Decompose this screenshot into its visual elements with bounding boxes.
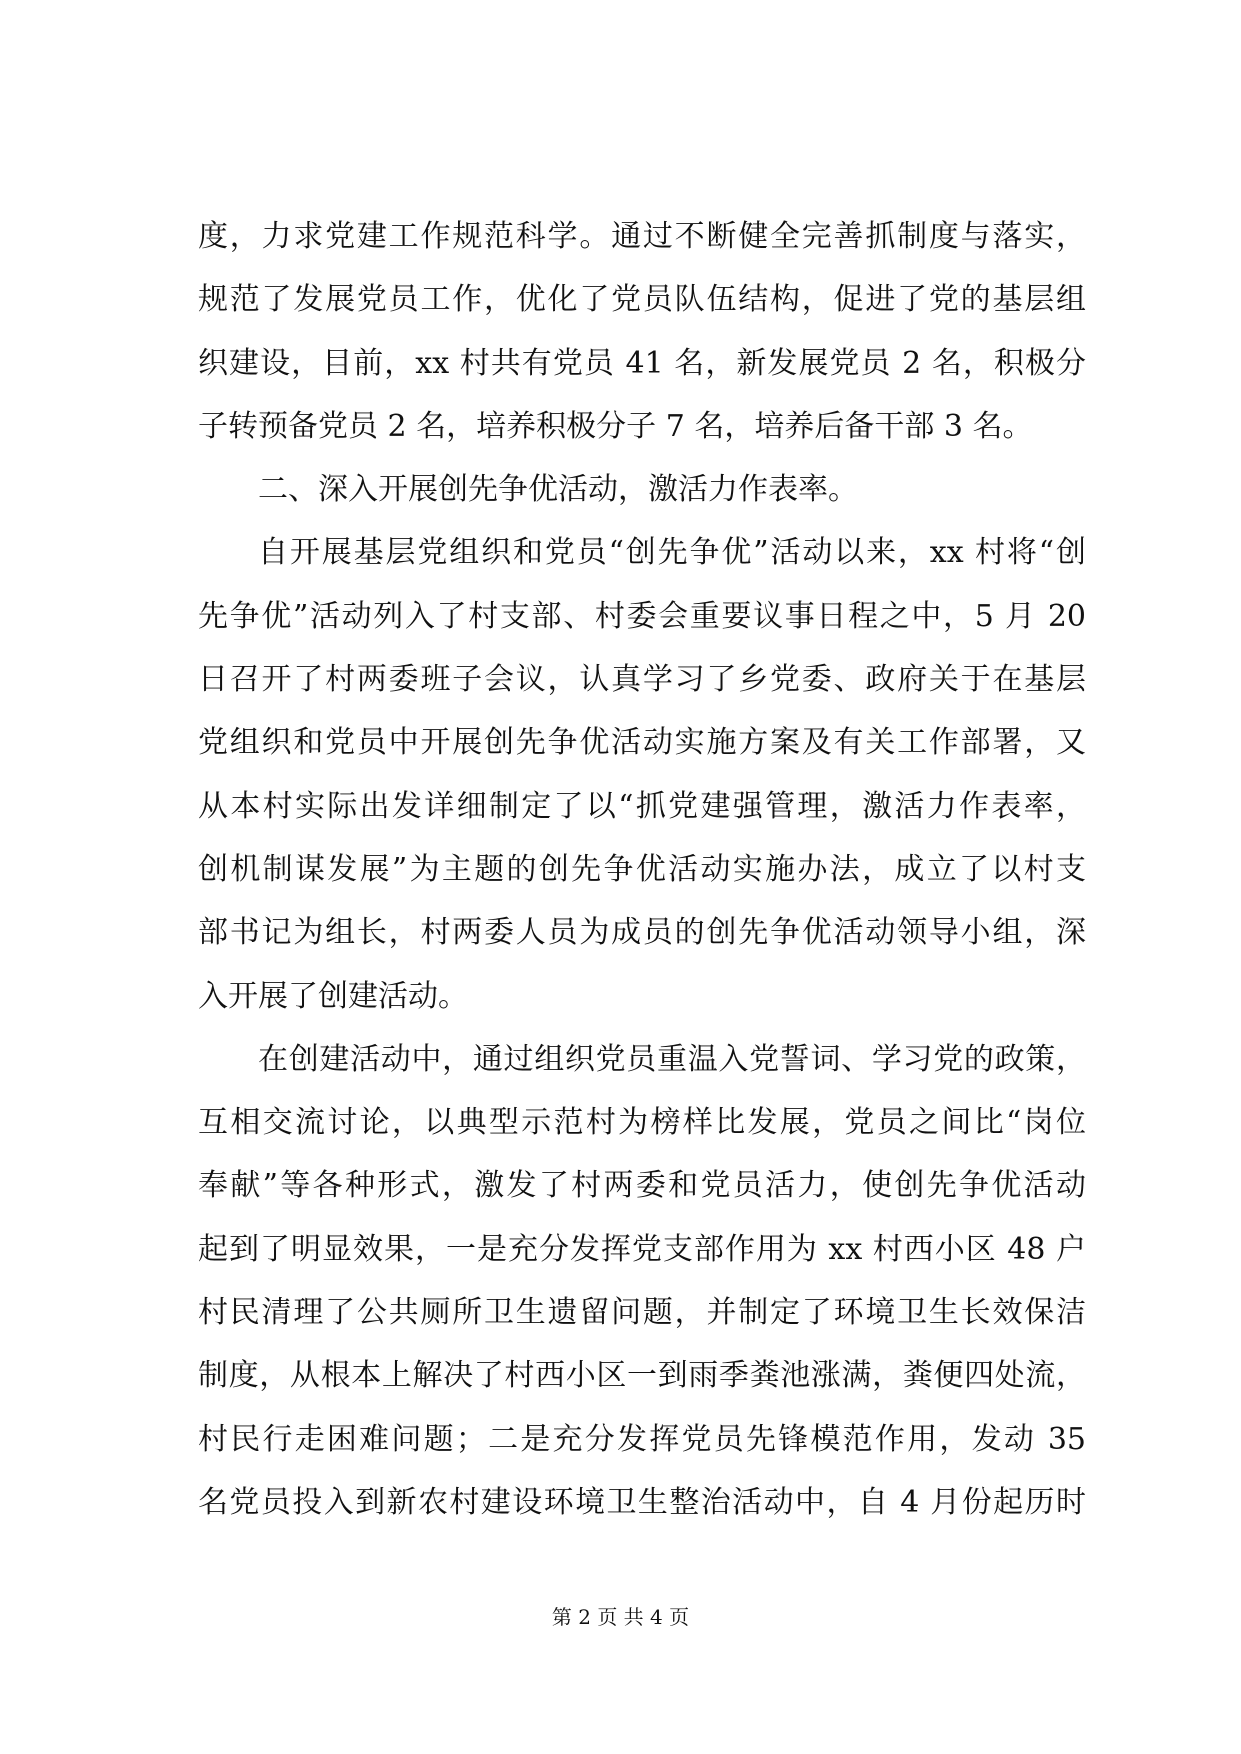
text-line: 村民清理了公共厕所卫生遗留问题，并制定了环境卫生长效保洁 — [198, 1295, 1086, 1331]
text-line: 奉献”等各种形式，激发了村两委和党员活力，使创先争优活动 — [198, 1168, 1086, 1204]
section-heading: 二、深入开展创先争优活动，激活力作表率。 — [258, 472, 858, 508]
text-line: 互相交流讨论，以典型示范村为榜样比发展，党员之间比“岗位 — [198, 1105, 1086, 1141]
text-line: 入开展了创建活动。 — [198, 978, 468, 1014]
text-line: 党组织和党员中开展创先争优活动实施方案及有关工作部署，又 — [198, 725, 1086, 761]
text-line: 先争优”活动列入了村支部、村委会重要议事日程之中，5 月 20 — [198, 598, 1086, 634]
text-line: 日召开了村两委班子会议，认真学习了乡党委、政府关于在基层 — [198, 662, 1086, 698]
text-line: 部书记为组长，村两委人员为成员的创先争优活动领导小组，深 — [198, 915, 1086, 951]
text-line: 名党员投入到新农村建设环境卫生整治活动中，自 4 月份起历时 — [198, 1484, 1086, 1520]
text-line: 规范了发展党员工作，优化了党员队伍结构，促进了党的基层组 — [198, 282, 1086, 318]
text-line: 制度，从根本上解决了村西小区一到雨季粪池涨满，粪便四处流， — [198, 1358, 1086, 1394]
text-line: 子转预备党员 2 名，培养积极分子 7 名，培养后备干部 3 名。 — [198, 408, 1033, 444]
text-line: 从本村实际出发详细制定了以“抓党建强管理，激活力作表率， — [198, 788, 1086, 824]
text-line: 村民行走困难问题；二是充分发挥党员先锋模范作用，发动 35 — [198, 1421, 1086, 1457]
text-line: 度，力求党建工作规范科学。通过不断健全完善抓制度与落实， — [198, 219, 1086, 254]
document-body — [198, 205, 1086, 1534]
text-line: 自开展基层党组织和党员“创先争优”活动以来，xx 村将“创 — [258, 535, 1086, 571]
text-line: 织建设，目前，xx 村共有党员 41 名，新发展党员 2 名，积极分 — [198, 345, 1086, 381]
text-line: 起到了明显效果，一是充分发挥党支部作用为 xx 村西小区 48 户 — [198, 1231, 1086, 1267]
text-line: 创机制谋发展”为主题的创先争优活动实施办法，成立了以村支 — [198, 851, 1086, 887]
text-line: 在创建活动中，通过组织党员重温入党誓词、学习党的政策， — [258, 1041, 1086, 1077]
page-number-footer: 第 2 页 共 4 页 — [551, 1605, 690, 1629]
